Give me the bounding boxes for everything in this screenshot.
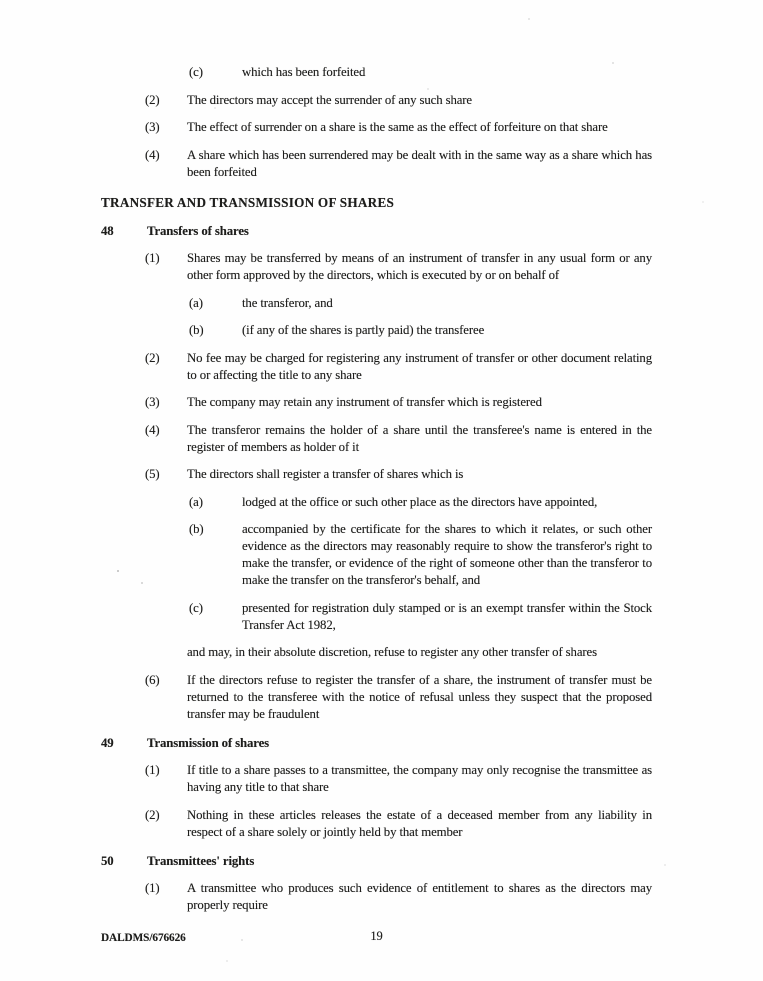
- clause-item: [145, 350, 652, 384]
- subclause-marker: (a): [189, 494, 203, 509]
- subclause-item: [189, 521, 652, 589]
- section-heading: [101, 223, 652, 240]
- clause-text: The directors shall register a transfer of shares which is: [187, 467, 464, 481]
- subclause-text: (if any of the shares is partly paid) the transferee: [242, 323, 485, 337]
- clause-text: Shares may be transferred by means of an instrument of transfer in any usual form or any other form approved by the directors, which is executed by or on behalf of: [187, 251, 652, 282]
- subclause-marker: (a): [189, 295, 203, 310]
- clause-marker: (1): [145, 763, 160, 777]
- clause-item: [145, 762, 652, 796]
- subclause-marker: (c): [189, 65, 203, 79]
- clause-item: [145, 466, 652, 483]
- subclause-text: accompanied by the certificate for the shares to which it relates, or such other evidence as the directors may reasonably require to show the transferor's right to make the transfer, or evidence of the right of someone other than the transferor to make the transfer on the transferor's behalf, and: [242, 522, 652, 587]
- clause-continuation-text: and may, in their absolute discretion, refuse to register any other transfer of shares: [187, 645, 597, 659]
- scan-artifacts: [0, 0, 2, 2]
- clause-text: A share which has been surrendered may be dealt with in the same way as a share which has been forfeited: [187, 147, 652, 179]
- clause-marker: (3): [145, 395, 160, 409]
- section-title: Transmission of shares: [147, 735, 270, 750]
- clause-text: The effect of surrender on a share is the same as the effect of forfeiture on that share: [187, 120, 608, 134]
- subclause-text: which has been forfeited: [242, 65, 366, 79]
- clause-text: If title to a share passes to a transmittee, the company may only recognise the transmittee as having any title to that share: [187, 763, 652, 794]
- section-number: 48: [101, 223, 114, 238]
- clause-item: [145, 119, 652, 136]
- document-reference: DALDMS/676626: [101, 932, 186, 944]
- clause-text: If the directors refuse to register the transfer of a share, the instrument of transfer must be returned to the transferee with the notice of refusal unless they suspect that the proposed transfer may be fraudulent: [187, 672, 652, 721]
- clause-text: The transferor remains the holder of a share until the transferee's name is entered in the register of members as holder of it: [187, 422, 652, 454]
- clause-item: [145, 92, 652, 109]
- clause-item: [145, 672, 652, 723]
- clause-marker: (6): [145, 672, 160, 687]
- clause-text: A transmittee who produces such evidence of entitlement to shares as the directors may properly require: [187, 881, 652, 912]
- clause-item: [145, 394, 652, 411]
- section-title: Transfers of shares: [147, 223, 249, 238]
- clause-marker: (1): [145, 251, 160, 265]
- section-title: Transmittees' rights: [147, 853, 255, 868]
- subclause-marker: (b): [189, 323, 204, 337]
- part-heading: TRANSFER AND TRANSMISSION OF SHARES: [101, 194, 395, 210]
- clause-text: No fee may be charged for registering any instrument of transfer or other document relating to or affecting the title to any share: [187, 350, 652, 382]
- subclause-text: lodged at the office or such other place as the directors have appointed,: [242, 494, 598, 509]
- clause-marker: (2): [145, 92, 160, 107]
- subclause-marker: (c): [189, 600, 203, 615]
- subclause-text: presented for registration duly stamped or is an exempt transfer within the Stock Transfer Act 1982,: [242, 600, 652, 632]
- clause-item: [145, 147, 652, 181]
- section-number: 49: [101, 735, 114, 750]
- page-content: [101, 64, 652, 914]
- clause-marker: (5): [145, 467, 160, 481]
- clause-marker: (3): [145, 120, 160, 134]
- section-heading: [101, 853, 652, 870]
- subclause-item: [189, 600, 652, 634]
- section-heading: [101, 735, 652, 752]
- clause-item: [145, 807, 652, 841]
- page-number: 19: [370, 929, 383, 943]
- clause-item: [145, 422, 652, 456]
- clause-marker: (2): [145, 807, 160, 822]
- clause-marker: (4): [145, 147, 160, 162]
- subclause-item: [189, 295, 652, 312]
- clause-text: The directors may accept the surrender of any such share: [187, 92, 472, 107]
- clause-text: Nothing in these articles releases the estate of a deceased member from any liability in respect of a share solely or jointly held by that member: [187, 807, 652, 839]
- clause-item: [145, 250, 652, 284]
- section-number: 50: [101, 853, 114, 868]
- clause-marker: (4): [145, 422, 160, 437]
- clause-item: [145, 880, 652, 914]
- subclause-item: [189, 494, 652, 511]
- page-footer: [101, 928, 652, 948]
- clause-marker: (1): [145, 881, 160, 895]
- subclause-text: the transferor, and: [242, 295, 333, 310]
- clause-marker: (2): [145, 350, 160, 365]
- subclause-item: [189, 64, 652, 81]
- clause-text: The company may retain any instrument of transfer which is registered: [187, 395, 542, 409]
- subclause-marker: (b): [189, 522, 204, 536]
- subclause-item: [189, 322, 652, 339]
